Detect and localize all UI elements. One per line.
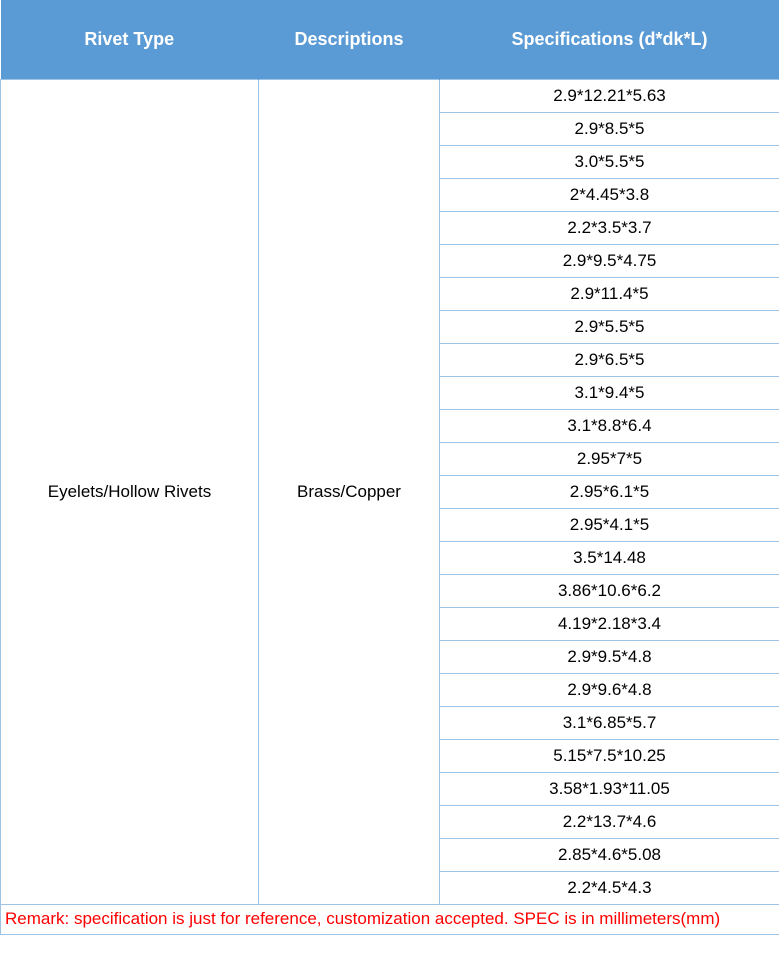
specification-cell: 2*4.45*3.8 bbox=[440, 179, 779, 212]
specification-cell: 5.15*7.5*10.25 bbox=[440, 740, 779, 773]
specification-cell: 2.95*4.1*5 bbox=[440, 509, 779, 542]
header-rivet-type: Rivet Type bbox=[1, 0, 259, 80]
rivet-type-cell: Eyelets/Hollow Rivets bbox=[1, 80, 259, 905]
header-specifications: Specifications (d*dk*L) bbox=[440, 0, 779, 80]
specification-cell: 3.0*5.5*5 bbox=[440, 146, 779, 179]
specification-cell: 2.95*7*5 bbox=[440, 443, 779, 476]
specification-cell: 2.95*6.1*5 bbox=[440, 476, 779, 509]
specification-cell: 4.19*2.18*3.4 bbox=[440, 608, 779, 641]
specification-cell: 2.9*6.5*5 bbox=[440, 344, 779, 377]
specification-cell: 2.9*9.5*4.8 bbox=[440, 641, 779, 674]
specification-cell: 3.5*14.48 bbox=[440, 542, 779, 575]
remark-row bbox=[1, 905, 779, 935]
specification-cell: 2.85*4.6*5.08 bbox=[440, 839, 779, 872]
specification-cell: 3.58*1.93*11.05 bbox=[440, 773, 779, 806]
description-cell: Brass/Copper bbox=[259, 80, 440, 905]
header-descriptions: Descriptions bbox=[259, 0, 440, 80]
specification-cell: 2.9*9.5*4.75 bbox=[440, 245, 779, 278]
specification-cell: 2.2*4.5*4.3 bbox=[440, 872, 779, 905]
specification-cell: 2.9*9.6*4.8 bbox=[440, 674, 779, 707]
specification-cell: 2.9*12.21*5.63 bbox=[440, 80, 779, 113]
table-body bbox=[1, 80, 779, 935]
specification-cell: 3.1*6.85*5.7 bbox=[440, 707, 779, 740]
specification-cell: 2.9*8.5*5 bbox=[440, 113, 779, 146]
specification-cell: 2.9*5.5*5 bbox=[440, 311, 779, 344]
specification-cell: 2.9*11.4*5 bbox=[440, 278, 779, 311]
specification-cell: 3.1*8.8*6.4 bbox=[440, 410, 779, 443]
table-header bbox=[1, 0, 779, 80]
specification-cell: 3.86*10.6*6.2 bbox=[440, 575, 779, 608]
table-row bbox=[1, 80, 779, 113]
remark-text: Remark: specification is just for reference, customization accepted. SPEC is in millimeters(mm) bbox=[1, 905, 779, 935]
header-row bbox=[1, 0, 779, 80]
specification-cell: 2.2*13.7*4.6 bbox=[440, 806, 779, 839]
specification-cell: 3.1*9.4*5 bbox=[440, 377, 779, 410]
specification-cell: 2.2*3.5*3.7 bbox=[440, 212, 779, 245]
